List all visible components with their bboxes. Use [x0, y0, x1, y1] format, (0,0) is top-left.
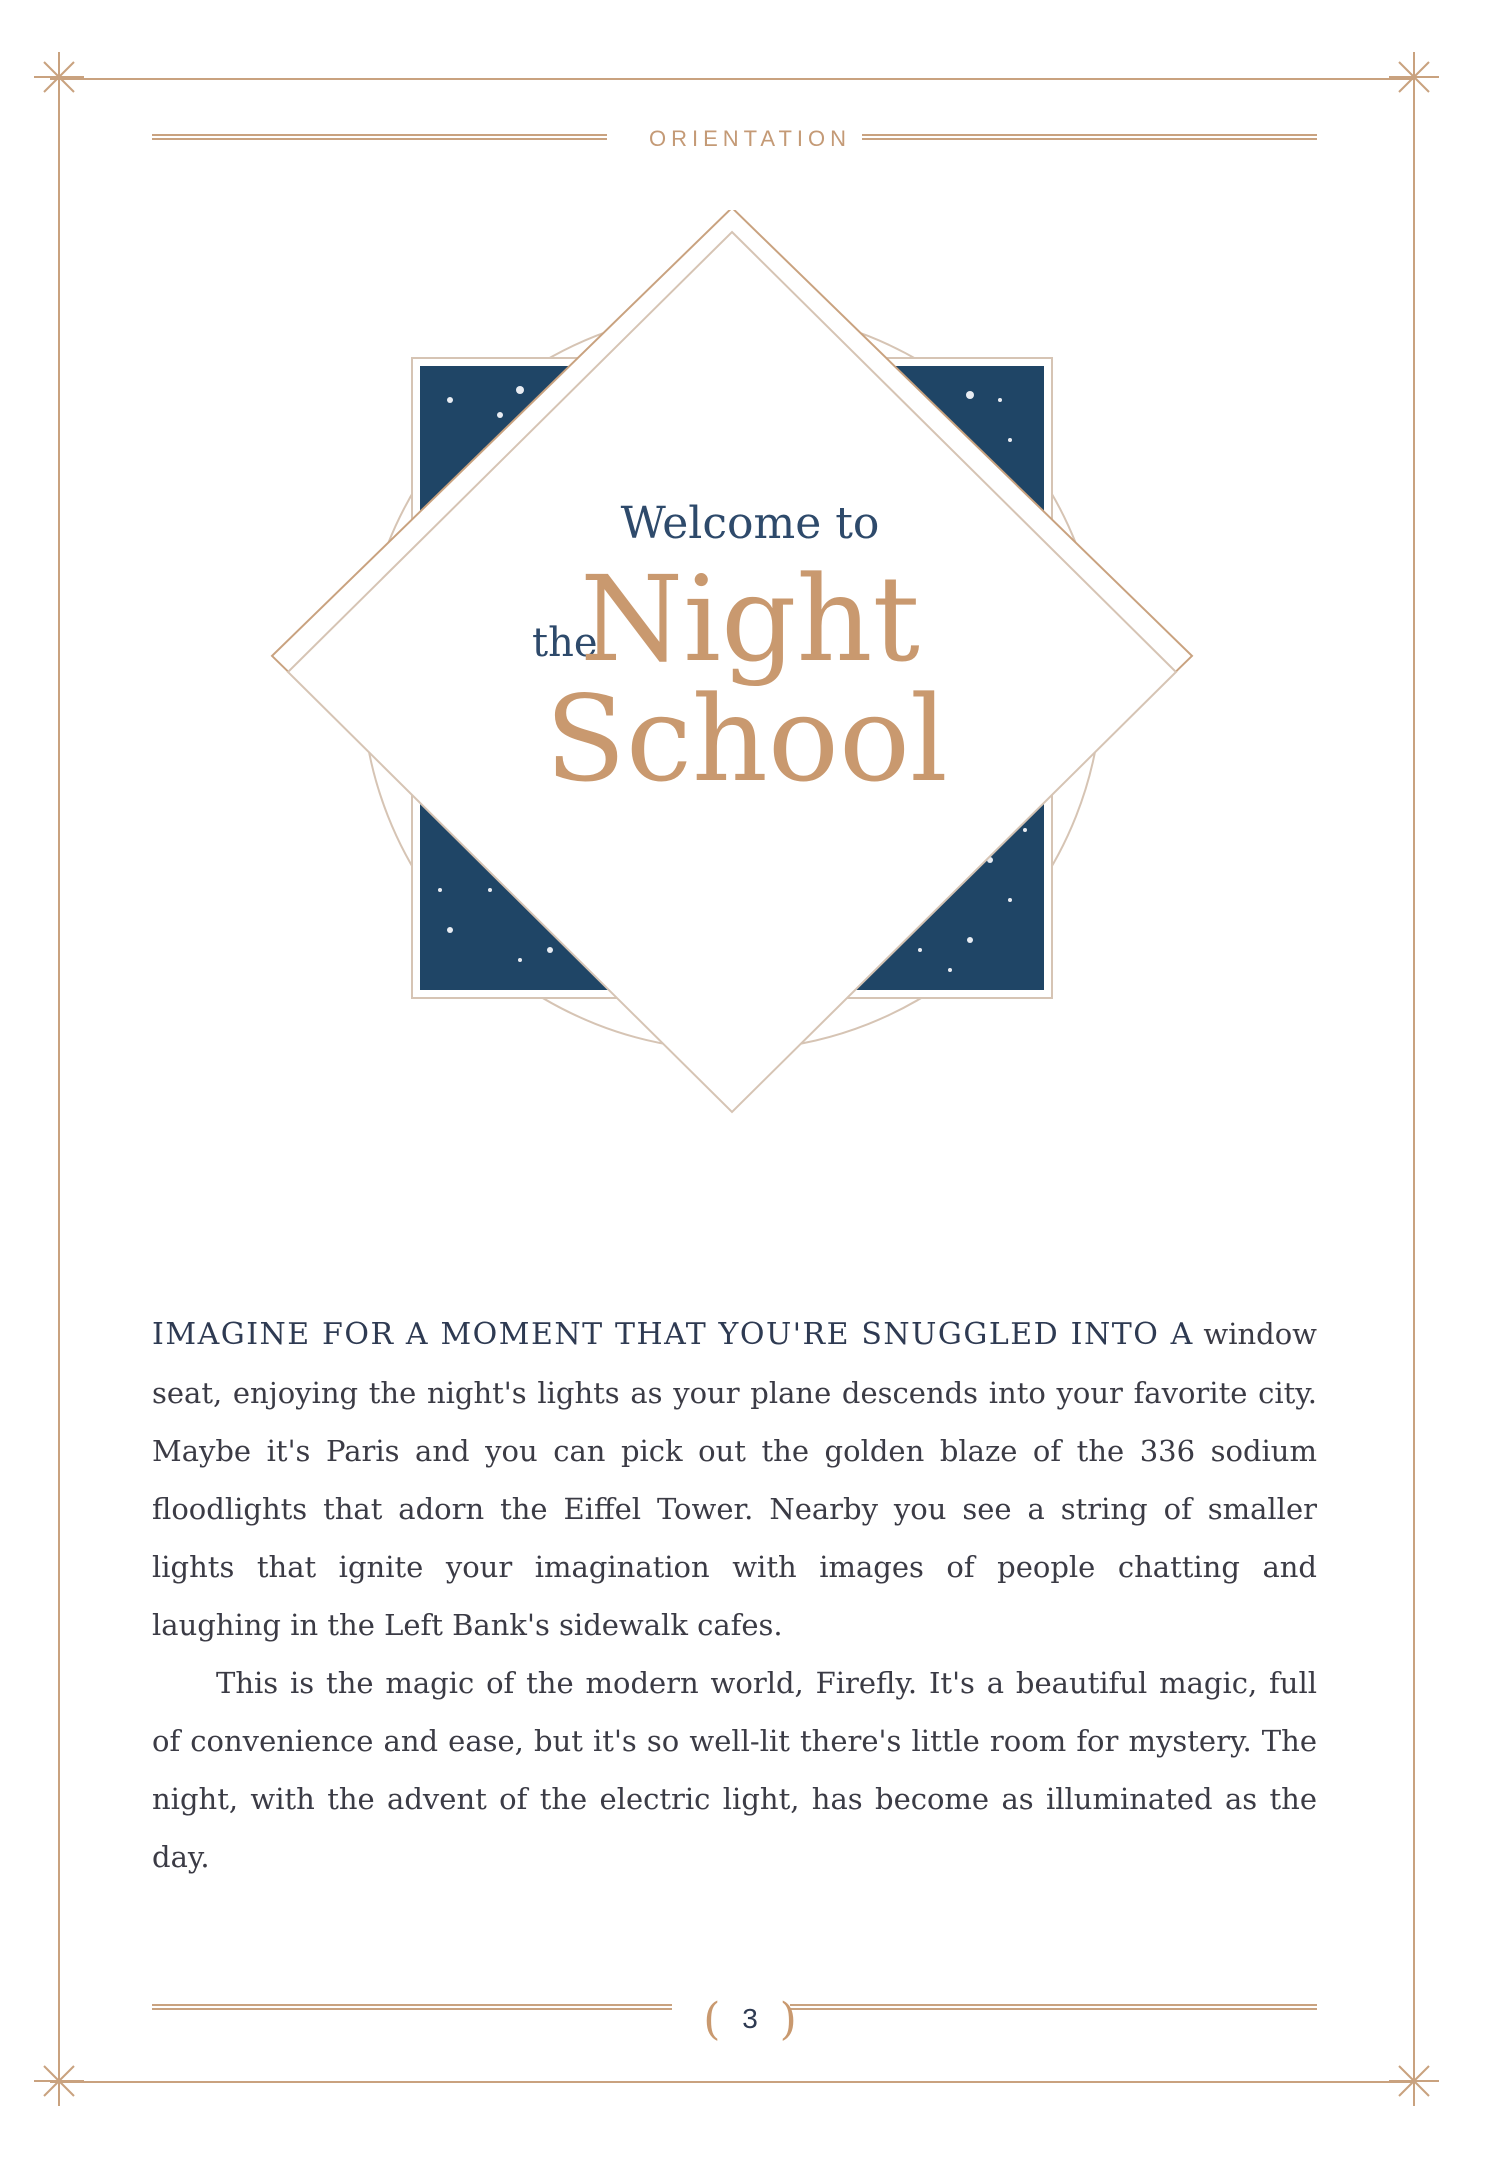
paragraph-1 [152, 1305, 1317, 1654]
title-school: School [545, 670, 948, 808]
paragraph-1-text: window seat, enjoying the night's lights as your plane descends into your favorite city. Maybe it's Paris and you can pick out the golden blaze of the 336 sodium floodlights that adorn the Eiffel Tower. Nearby you see a string of smaller lights that ignite your imagination with images of people chatting and laughing in the Left Bank's sidewalk cafes. [152, 1317, 1317, 1642]
corner-star-icon [32, 2054, 86, 2108]
section-label: ORIENTATION [648, 126, 852, 151]
title-night: Night [580, 550, 920, 688]
body-text [152, 1305, 1317, 1886]
lead-in-caps: IMAGINE FOR A MOMENT THAT YOU'RE SNUGGLED INTO A [152, 1317, 1194, 1352]
title-welcome: Welcome to [620, 498, 880, 549]
paren-right-icon: ) [779, 1994, 797, 2045]
page-number-value: 3 [742, 2003, 758, 2034]
frame-right-line [1413, 70, 1415, 2090]
frame-left-line [58, 70, 60, 2090]
paren-left-icon: ( [703, 1994, 721, 2045]
paragraph-2: This is the magic of the modern world, Firefly. It's a beautiful magic, full of convenience and ease, but it's so well-lit there's little room for mystery. The night, with the advent of the electric light, has become as illuminated as the day. [152, 1666, 1317, 1874]
footer-rule-left [152, 2004, 672, 2010]
page-number [680, 1988, 820, 2045]
footer-rule-right [790, 2004, 1317, 2010]
corner-star-icon [1387, 50, 1441, 104]
title-the: the [532, 620, 598, 666]
corner-star-icon [1387, 2054, 1441, 2108]
frame-bottom-line [50, 2081, 1415, 2083]
frame-top-line [50, 78, 1415, 80]
corner-star-icon [32, 50, 86, 104]
